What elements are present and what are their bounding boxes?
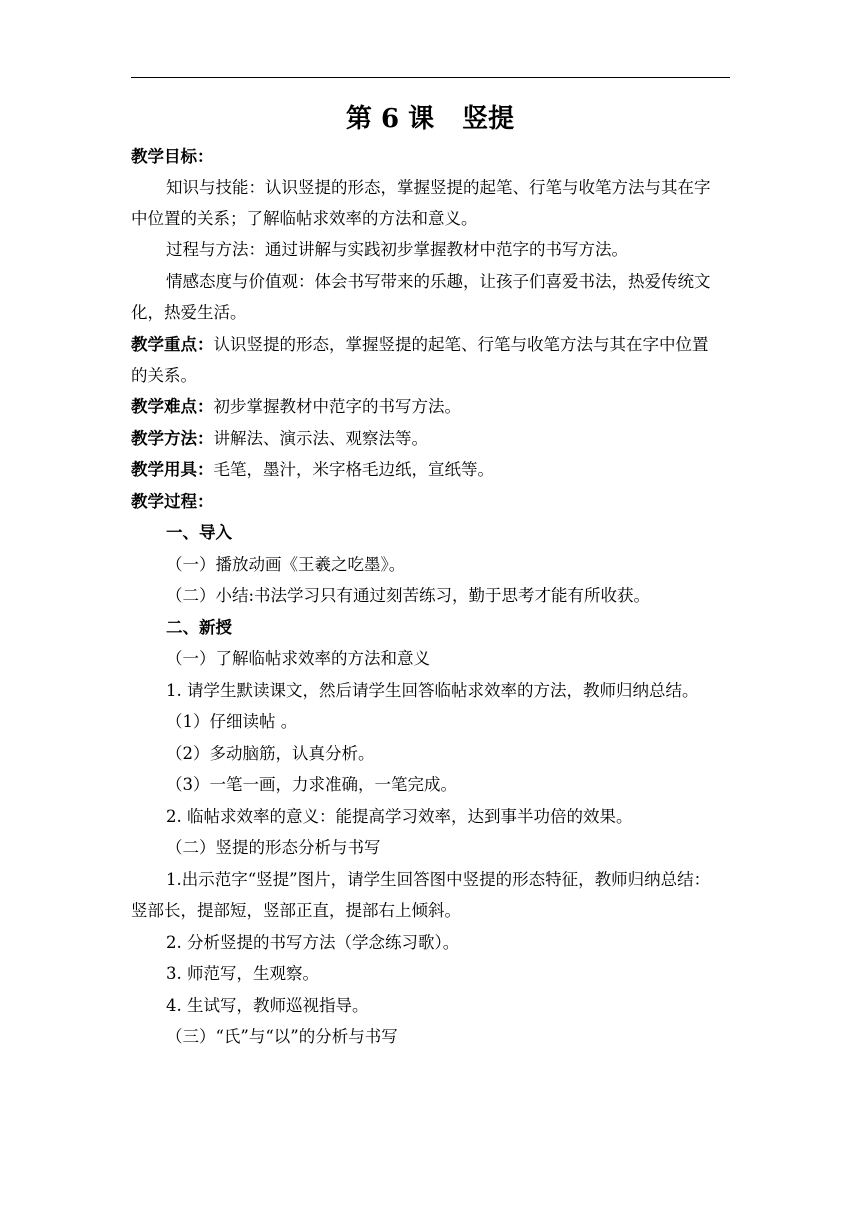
key-point-text: 认识竖提的形态，掌握竖提的起笔、行笔与收笔方法与其在字中位置 [213, 335, 709, 354]
tools-label: 教学用具： [131, 460, 214, 479]
new-subsection-2: （二）竖提的形态分析与书写 [166, 838, 381, 857]
intro-item-1: （一）播放动画《王羲之吃墨》。 [166, 555, 406, 574]
new-item-2-2: 2. 分析竖提的书写方法（学念练习歌）。 [166, 933, 460, 952]
objective-emotion-line1: 情感态度与价值观：体会书写带来的乐趣，让孩子们喜爱书法，热爱传统文 [166, 272, 711, 291]
lesson-topic: 竖提 [462, 104, 515, 134]
difficulty-label: 教学难点： [131, 397, 214, 416]
intro-item-2: （二）小结:书法学习只有通过刻苦练习，勤于思考才能有所收获。 [166, 586, 651, 605]
new-item-1-1: 1. 请学生默读课文，然后请学生回答临帖求效率的方法，教师归纳总结。 [166, 681, 699, 700]
section-intro-title: 一、导入 [166, 523, 232, 542]
process-heading: 教学过程： [131, 492, 214, 511]
new-item-1-1a: （1）仔细读帖 。 [166, 712, 298, 731]
header-rule [131, 77, 730, 78]
new-item-1-1c: （3）一笔一画，力求准确，一笔完成。 [166, 775, 457, 794]
new-item-1-1b: （2）多动脑筋，认真分析。 [166, 744, 375, 763]
objective-process: 过程与方法：通过讲解与实践初步掌握教材中范字的书写方法。 [166, 240, 628, 259]
key-point-line1 [131, 333, 709, 357]
new-subsection-3: （三）“氏”与“以”的分析与书写 [166, 1027, 398, 1046]
key-point-label: 教学重点： [131, 335, 214, 354]
key-point-line2: 的关系。 [131, 366, 197, 385]
new-item-2-4: 4. 生试写，教师巡视指导。 [166, 996, 369, 1015]
method-label: 教学方法： [131, 429, 214, 448]
new-subsection-1: （一）了解临帖求效率的方法和意义 [166, 649, 430, 668]
objective-knowledge-line2: 中位置的关系；了解临帖求效率的方法和意义。 [131, 209, 478, 228]
new-item-2-1-line1: 1.出示范字“竖提”图片，请学生回答图中竖提的形态特征，教师归纳总结： [166, 870, 711, 889]
objective-emotion-line2: 化，热爱生活。 [131, 303, 247, 322]
method-line [131, 427, 428, 451]
new-item-2-3: 3. 师范写，生观察。 [166, 964, 319, 983]
difficulty-text: 初步掌握教材中范字的书写方法。 [213, 397, 461, 416]
new-item-2-1-line2: 竖部长，提部短，竖部正直，提部右上倾斜。 [131, 901, 461, 920]
page-title [0, 101, 860, 137]
difficulty-line [131, 395, 461, 419]
tools-line [131, 458, 494, 482]
lesson-number: 第 6 课 [345, 104, 435, 134]
objectives-heading: 教学目标： [131, 147, 214, 166]
section-new-title: 二、新授 [166, 618, 232, 637]
new-item-1-2: 2. 临帖求效率的意义：能提高学习效率，达到事半功倍的效果。 [166, 807, 633, 826]
tools-text: 毛笔，墨汁，米字格毛边纸，宣纸等。 [213, 460, 494, 479]
objective-knowledge-line1: 知识与技能：认识竖提的形态，掌握竖提的起笔、行笔与收笔方法与其在字 [166, 178, 711, 197]
method-text: 讲解法、演示法、观察法等。 [213, 429, 428, 448]
